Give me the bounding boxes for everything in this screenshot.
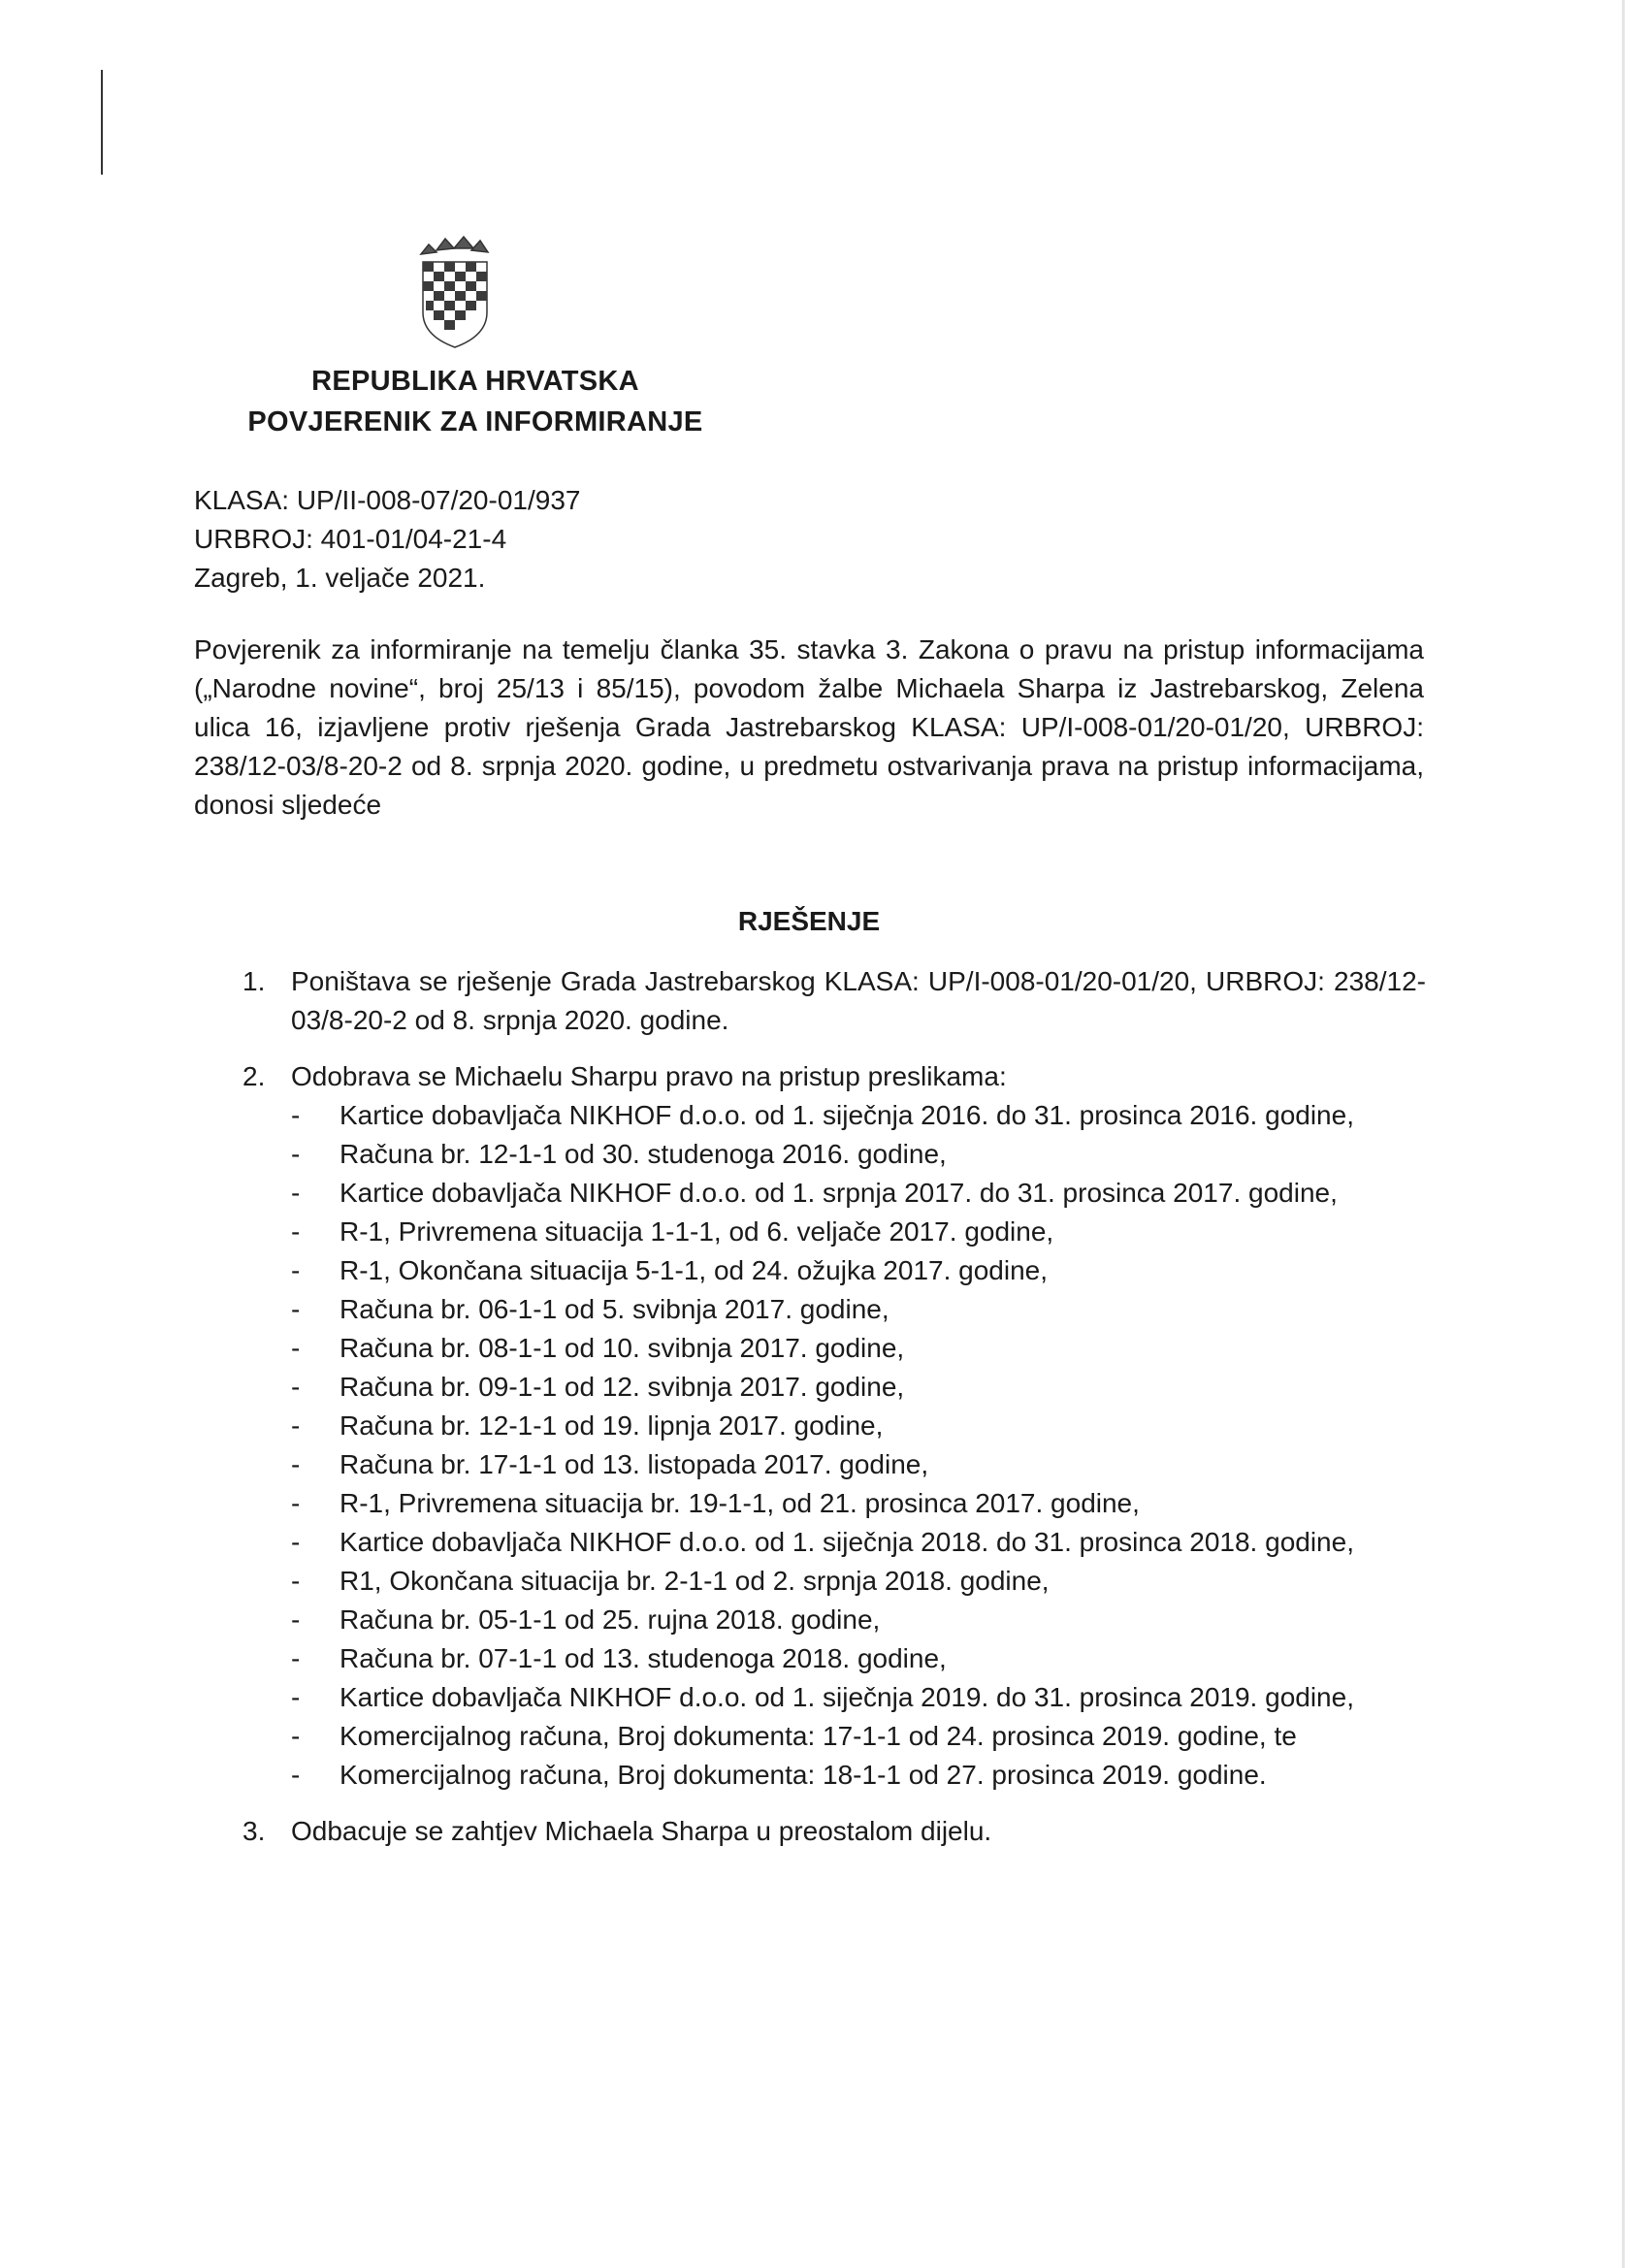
item-text: Odobrava se Michaelu Sharpu pravo na pristup preslikama: <box>291 1061 1007 1091</box>
list-dash: - <box>291 1643 301 1673</box>
document-list-item <box>291 1368 1426 1407</box>
list-item-text: Računa br. 06-1-1 od 5. svibnja 2017. godine, <box>340 1294 889 1324</box>
klasa-line: KLASA: UP/II-008-07/20-01/937 <box>194 485 581 515</box>
item-number: 1. <box>242 966 266 996</box>
document-list-item <box>291 1213 1426 1251</box>
urbroj-line: URBROJ: 401-01/04-21-4 <box>194 524 507 554</box>
list-dash: - <box>291 1216 301 1247</box>
list-dash: - <box>291 1100 301 1130</box>
list-item-text: Računa br. 12-1-1 od 30. studenoga 2016. godine, <box>340 1139 947 1169</box>
list-item-text: Komercijalnog računa, Broj dokumenta: 17-1-1 od 24. prosinca 2019. godine, te <box>340 1721 1297 1751</box>
item-number: 2. <box>242 1061 266 1091</box>
decision-item <box>194 962 1426 1040</box>
item-number: 3. <box>242 1816 266 1846</box>
scan-edge-shadow <box>1622 0 1625 2268</box>
list-item-text: Komercijalnog računa, Broj dokumenta: 18-1-1 od 27. prosinca 2019. godine. <box>340 1760 1267 1790</box>
list-item-text: Računa br. 12-1-1 od 19. lipnja 2017. godine, <box>340 1410 884 1441</box>
document-list-item <box>291 1717 1426 1756</box>
list-dash: - <box>291 1682 301 1712</box>
decision-title: RJEŠENJE <box>737 906 881 936</box>
list-item-text: Kartice dobavljača NIKHOF d.o.o. od 1. srpnja 2017. do 31. prosinca 2017. godine, <box>340 1178 1338 1208</box>
list-dash: - <box>291 1527 301 1557</box>
list-dash: - <box>291 1488 301 1518</box>
list-item-text: R-1, Privremena situacija br. 19-1-1, od 21. prosinca 2017. godine, <box>340 1488 1140 1518</box>
document-list-item <box>291 1290 1426 1329</box>
issuer-header <box>194 361 757 442</box>
list-dash: - <box>291 1449 301 1479</box>
list-dash: - <box>291 1604 301 1635</box>
list-item-text: Kartice dobavljača NIKHOF d.o.o. od 1. siječnja 2019. do 31. prosinca 2019. godine, <box>340 1682 1354 1712</box>
list-item-text: Kartice dobavljača NIKHOF d.o.o. od 1. siječnja 2016. do 31. prosinca 2016. godine, <box>340 1100 1354 1130</box>
document-list-item <box>291 1639 1426 1678</box>
scan-artifact-line <box>101 70 103 175</box>
list-dash: - <box>291 1760 301 1790</box>
document-list-item <box>291 1329 1426 1368</box>
document-list-item <box>291 1251 1426 1290</box>
document-list-item <box>291 1407 1426 1445</box>
document-list <box>291 1096 1426 1795</box>
decision-item <box>194 1057 1426 1795</box>
list-dash: - <box>291 1255 301 1285</box>
intro-paragraph: Povjerenik za informiranje na temelju članka 35. stavka 3. Zakona o pravu na pristup informacijama („Narodne novine“, broj 25/13 i 85/15), povodom žalbe Michaela Sharpa iz Jastrebarskog, Zelena ulica 16, izjavljene protiv rješenja Grada Jastrebarskog KLASA: UP/I-008-01/20-01/20, URBROJ: 238/12-03/8-20-2 od 8. srpnja 2020. godine, u predmetu ostvarivanja prava na pristup informacijama, donosi sljedeće <box>194 634 1424 820</box>
croatian-coat-of-arms-icon <box>415 233 495 359</box>
list-dash: - <box>291 1721 301 1751</box>
list-item-text: Računa br. 17-1-1 od 13. listopada 2017. godine, <box>340 1449 929 1479</box>
list-item-text: Računa br. 08-1-1 od 10. svibnja 2017. godine, <box>340 1333 905 1363</box>
list-item-text: R-1, Privremena situacija 1-1-1, od 6. veljače 2017. godine, <box>340 1216 1054 1247</box>
document-list-item <box>291 1135 1426 1174</box>
decision-items <box>194 962 1426 1868</box>
header-country: REPUBLIKA HRVATSKA <box>311 366 639 397</box>
list-item-text: R1, Okončana situacija br. 2-1-1 od 2. srpnja 2018. godine, <box>340 1566 1050 1596</box>
list-item-text: Računa br. 05-1-1 od 25. rujna 2018. godine, <box>340 1604 881 1635</box>
document-list-item <box>291 1484 1426 1523</box>
document-meta <box>194 481 580 598</box>
list-dash: - <box>291 1566 301 1596</box>
list-dash: - <box>291 1139 301 1169</box>
list-dash: - <box>291 1372 301 1402</box>
document-list-item <box>291 1096 1426 1135</box>
list-item-text: Računa br. 07-1-1 od 13. studenoga 2018. godine, <box>340 1643 947 1673</box>
document-list-item <box>291 1756 1426 1795</box>
list-item-text: R-1, Okončana situacija 5-1-1, od 24. ožujka 2017. godine, <box>340 1255 1049 1285</box>
list-item-text: Kartice dobavljača NIKHOF d.o.o. od 1. siječnja 2018. do 31. prosinca 2018. godine, <box>340 1527 1354 1557</box>
document-list-item <box>291 1523 1426 1562</box>
header-authority: POVJERENIK ZA INFORMIRANJE <box>247 406 703 437</box>
list-dash: - <box>291 1333 301 1363</box>
item-text: Odbacuje se zahtjev Michaela Sharpa u preostalom dijelu. <box>291 1816 992 1846</box>
item-text: Poništava se rješenje Grada Jastrebarskog KLASA: UP/I-008-01/20-01/20, URBROJ: 238/12-03/8-20-2 od 8. srpnja 2020. godine. <box>291 966 1426 1035</box>
document-list-item <box>291 1174 1426 1213</box>
place-date-line: Zagreb, 1. veljače 2021. <box>194 563 486 593</box>
document-list-item <box>291 1562 1426 1601</box>
list-dash: - <box>291 1294 301 1324</box>
list-dash: - <box>291 1178 301 1208</box>
document-list-item <box>291 1678 1426 1717</box>
list-dash: - <box>291 1410 301 1441</box>
document-list-item <box>291 1445 1426 1484</box>
list-item-text: Računa br. 09-1-1 od 12. svibnja 2017. godine, <box>340 1372 905 1402</box>
document-list-item <box>291 1601 1426 1639</box>
decision-item <box>194 1812 1426 1851</box>
